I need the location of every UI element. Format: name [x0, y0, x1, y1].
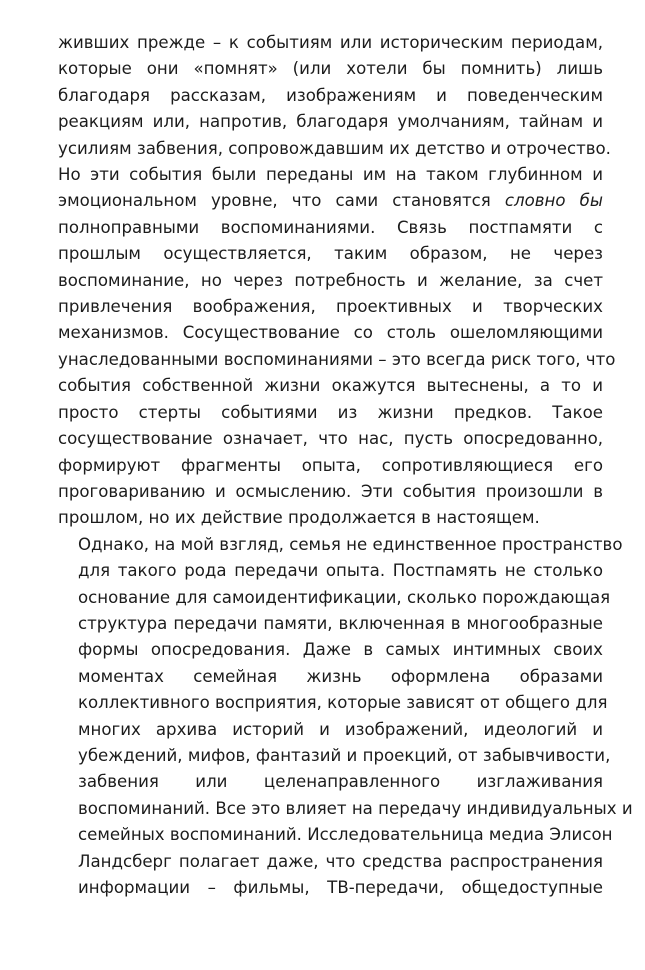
text-run: основание для самоидентификации, сколько порождающая [78, 587, 611, 607]
text-line [58, 400, 603, 426]
text-line [58, 453, 603, 479]
text-line [58, 268, 603, 294]
text-run: усилиям забвения, сопровождавшим их детство и отрочество. [58, 138, 611, 158]
text-line [58, 241, 603, 267]
text-line [58, 796, 633, 822]
text-run: многих архива историй и изображений, идеологий и [78, 719, 603, 739]
text-run: для такого рода передачи опыта. Постпамять не столько [78, 561, 603, 581]
text-line [58, 320, 603, 346]
text-run: благодаря рассказам, изображениям и поведенческим [58, 85, 603, 105]
text-line [58, 479, 603, 505]
text-run: структура передачи памяти, включенная в многообразные [78, 613, 603, 633]
text-run: формируют фрагменты опыта, сопротивляющиеся его [58, 455, 603, 475]
text-line [58, 162, 603, 188]
text-run: формы опосредования. Даже в самых интимных своих [78, 640, 603, 660]
text-line [58, 373, 603, 399]
italic-text: словно бы [504, 191, 603, 211]
text-run: забвения или целенаправленного изглаживания [78, 772, 603, 792]
text-run: Но эти события были переданы им на таком глубинном и [58, 165, 603, 185]
text-line [58, 426, 603, 452]
text-line [58, 690, 608, 716]
text-line [58, 294, 603, 320]
paragraph [58, 30, 616, 532]
text-line [58, 611, 603, 637]
paragraph [58, 532, 633, 902]
text-run: воспоминание, но через потребность и желание, за счет [58, 270, 603, 290]
text-line [58, 56, 603, 82]
text-line [58, 585, 611, 611]
text-line [58, 717, 603, 743]
text-run: убеждений, мифов, фантазий и проекций, от забывчивости, [78, 745, 611, 765]
text-line [58, 215, 603, 241]
text-run: проговариванию и осмыслению. Эти события произошли в [58, 481, 603, 501]
text-run: живших прежде – к событиям или историческим периодам, [58, 33, 603, 52]
text-run: Однако, на мой взгляд, семья не единственное пространство [78, 534, 623, 554]
text-line [58, 558, 603, 584]
text-line [58, 637, 603, 663]
text-run: семейных воспоминаний. Исследовательница медиа Элисон [78, 825, 613, 845]
text-line [58, 875, 603, 901]
text-run: события собственной жизни окажутся вытеснены, а то и [58, 376, 603, 396]
text-run: сосуществование означает, что нас, пусть опосредованно, [58, 429, 603, 449]
text-line [58, 505, 603, 531]
text-run: которые они «помнят» (или хотели бы помнить) лишь [58, 59, 603, 79]
text-run: прошлом, но их действие продолжается в настоящем. [58, 508, 540, 528]
text-run: воспоминаний. Все это влияет на передачу индивидуальных и [78, 798, 633, 818]
text-run: прошлым осуществляется, таким образом, не через [58, 244, 603, 264]
document-page [58, 30, 633, 901]
text-line [58, 849, 603, 875]
text-run: эмоциональном уровне, что сами становятся [58, 191, 505, 211]
text-run: унаследованными воспоминаниями – это всегда риск того, что [58, 349, 616, 369]
text-run: механизмов. Сосуществование со столь ошеломляющими [58, 323, 603, 343]
text-line [58, 109, 603, 135]
text-run: Ландсберг полагает даже, что средства распространения [78, 851, 603, 871]
body-text [58, 30, 633, 901]
text-run: информации – фильмы, ТВ-передачи, общедоступные [78, 878, 603, 897]
text-run: полноправными воспоминаниями. Связь постпамяти с [58, 217, 603, 237]
text-line [58, 532, 623, 558]
text-run: коллективного восприятия, которые зависят от общего для [78, 693, 608, 713]
text-line [58, 664, 603, 690]
text-line [58, 822, 613, 848]
text-line [58, 743, 611, 769]
text-run: привлечения воображения, проективных и творческих [58, 297, 603, 317]
text-line [58, 347, 616, 373]
text-line [58, 83, 603, 109]
text-run: моментах семейная жизнь оформлена образами [78, 666, 603, 686]
text-line [58, 30, 603, 56]
text-line [58, 136, 611, 162]
text-run: просто стерты событиями из жизни предков. Такое [58, 402, 603, 422]
text-line [58, 769, 603, 795]
text-line [58, 188, 603, 214]
text-run: реакциям или, напротив, благодаря умолчаниям, тайнам и [58, 112, 603, 132]
